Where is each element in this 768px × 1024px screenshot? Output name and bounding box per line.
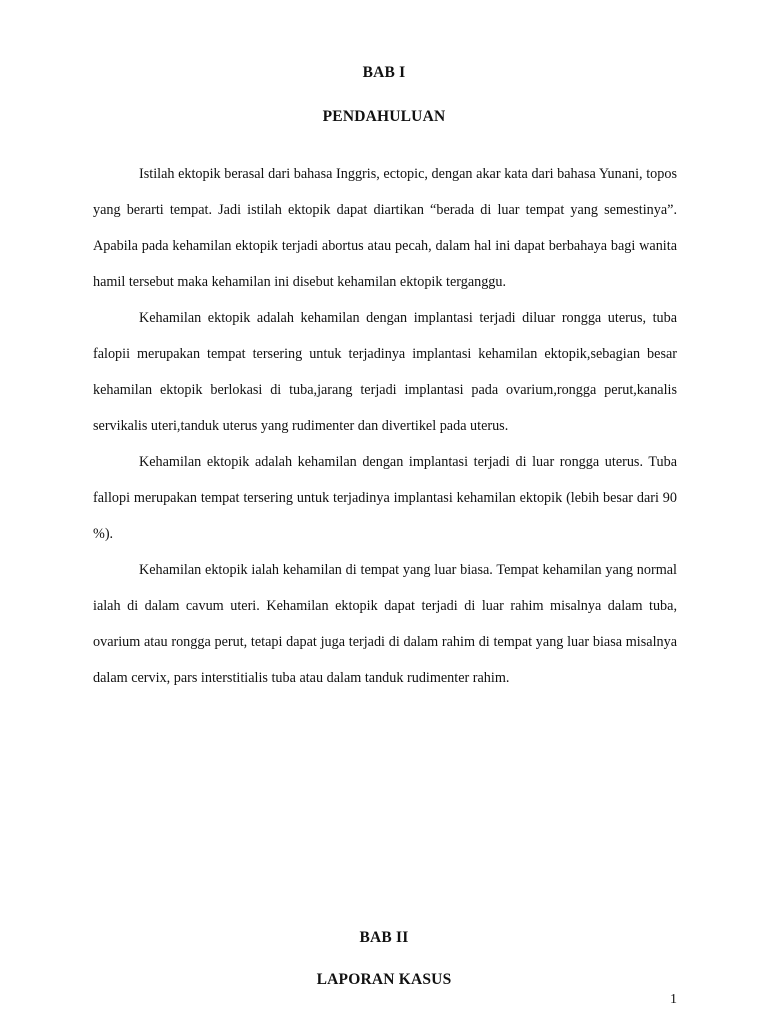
chapter-number: BAB I bbox=[362, 64, 406, 81]
chapter-2-number: BAB II bbox=[359, 929, 409, 946]
chapter-2-title: LAPORAN KASUS bbox=[316, 971, 452, 988]
chapter-title: PENDAHULUAN bbox=[322, 108, 446, 125]
paragraph-2: Kehamilan ektopik adalah kehamilan dengan implantasi terjadi diluar rongga uterus, tuba falopii merupakan tempat tersering untuk terjadinya implantasi kehamilan ektopik,sebagian besar kehamilan ektopik berlokasi di tuba,jarang terjadi implantasi pada ovarium,rongga perut,kanalis servikalis uteri,tanduk uterus yang rudimenter dan divertikel pada uterus. bbox=[93, 310, 677, 434]
paragraph-4: Kehamilan ektopik ialah kehamilan di tempat yang luar biasa. Tempat kehamilan yang normal ialah di dalam cavum uteri. Kehamilan ektopik dapat terjadi di luar rahim misalnya dalam tuba, ovarium atau rongga perut, tetapi dapat juga terjadi di dalam rahim di tempat yang luar biasa misalnya dalam cervix, pars interstitialis tuba atau dalam tanduk rudimenter rahim. bbox=[93, 562, 677, 686]
paragraph-1: Istilah ektopik berasal dari bahasa Inggris, ectopic, dengan akar kata dari bahasa Yunani, topos yang berarti tempat. Jadi istilah ektopik dapat diartikan “berada di luar tempat yang semestinya”. Apabila pada kehamilan ektopik terjadi abortus atau pecah, dalam hal ini dapat berbahaya bagi wanita hamil tersebut maka kehamilan ini disebut kehamilan ektopik terganggu. bbox=[93, 166, 677, 290]
page-number: 1 bbox=[670, 992, 677, 1007]
paragraph-3: Kehamilan ektopik adalah kehamilan dengan implantasi terjadi di luar rongga uterus. Tuba fallopi merupakan tempat tersering untuk terjadinya implantasi kehamilan ektopik (lebih besar dari 90 %). bbox=[93, 454, 677, 542]
chapter-body bbox=[93, 156, 677, 696]
